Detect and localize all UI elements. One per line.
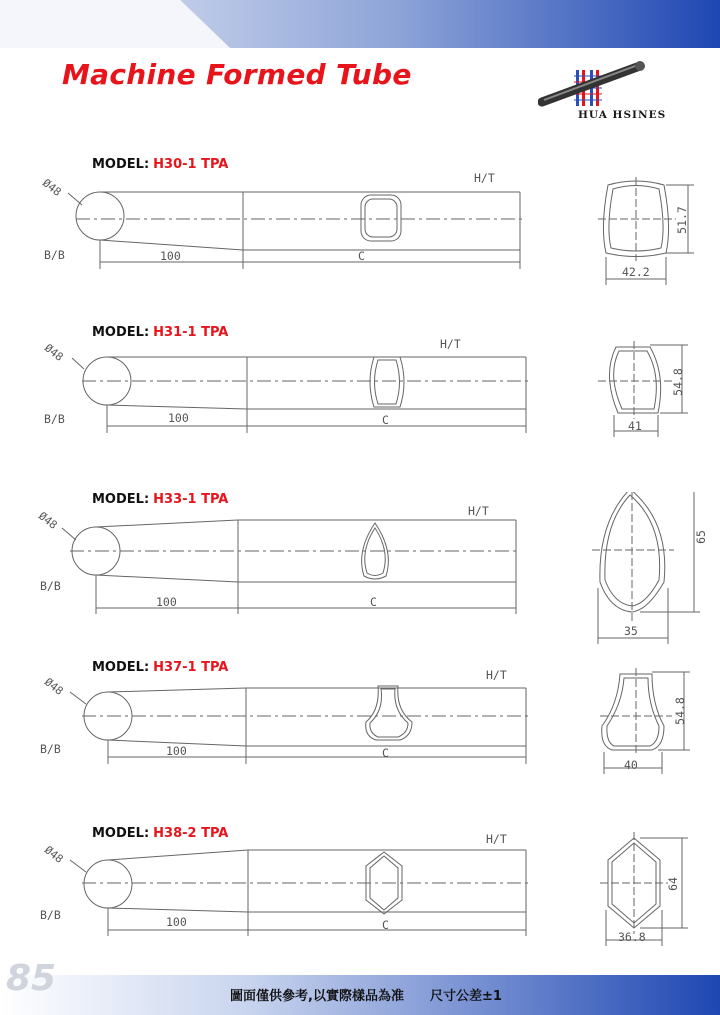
height-dim: 54.8 [670, 368, 685, 396]
bb-label: B/B [40, 742, 61, 756]
ht-label: H/T [474, 171, 495, 185]
length-a-label: 100 [168, 411, 189, 425]
ht-label: H/T [440, 337, 461, 351]
height-dim: 64 [665, 877, 680, 891]
section-h38-2 [0, 826, 720, 986]
ht-label: H/T [486, 668, 507, 682]
length-c-label: C [382, 918, 389, 932]
height-dim: 54.8 [672, 697, 687, 725]
ht-label: H/T [468, 504, 489, 518]
length-a-label: 100 [156, 595, 177, 609]
ht-label: H/T [486, 832, 507, 846]
model-code: H38-2 TPA [153, 826, 229, 841]
height-dim: 51.7 [674, 206, 689, 234]
model-code: H37-1 TPA [153, 660, 229, 675]
length-c-label: C [382, 746, 389, 760]
section-h33-1 [0, 492, 720, 652]
logo-text: HUA HSINES [578, 109, 667, 121]
tube-drawing [0, 660, 720, 820]
length-a-label: 100 [166, 915, 187, 929]
length-a-label: 100 [166, 744, 187, 758]
height-dim: 65 [693, 530, 708, 544]
length-c-label: C [370, 595, 377, 609]
model-title: MODEL: H33-1 TPA [92, 492, 229, 507]
width-dim: 40 [624, 758, 638, 772]
diameter-label: Ø48 [41, 843, 66, 866]
diameter-label: Ø48 [39, 176, 64, 199]
model-code: H33-1 TPA [153, 492, 229, 507]
bb-label: B/B [44, 248, 65, 262]
section-h30-1 [0, 157, 720, 317]
diameter-label: Ø48 [41, 675, 66, 698]
model-title: MODEL: H38-2 TPA [92, 826, 229, 841]
tube-drawing [0, 157, 720, 317]
diameter-label: Ø48 [35, 509, 60, 532]
width-dim: 35 [624, 624, 638, 638]
length-c-label: C [358, 249, 365, 263]
width-dim: 36.8 [618, 930, 646, 944]
bb-label: B/B [40, 579, 61, 593]
section-h31-1 [0, 325, 720, 485]
model-title: MODEL: H30-1 TPA [92, 157, 229, 172]
model-code: H31-1 TPA [153, 325, 229, 340]
width-dim: 41 [628, 419, 642, 433]
width-dim: 42.2 [622, 265, 650, 279]
diameter-label: Ø48 [41, 341, 66, 364]
section-h37-1 [0, 660, 720, 820]
tube-drawing [0, 325, 720, 485]
bb-label: B/B [40, 908, 61, 922]
model-code: H30-1 TPA [153, 157, 229, 172]
footer-note: 圖面僅供參考,以實際樣品為准 尺寸公差±1 [230, 989, 502, 1004]
header-banner [0, 0, 720, 48]
length-a-label: 100 [160, 249, 181, 263]
model-title: MODEL: H37-1 TPA [92, 660, 229, 675]
bb-label: B/B [44, 412, 65, 426]
page-number: 85 [6, 958, 57, 999]
tube-drawing [0, 492, 720, 662]
model-title: MODEL: H31-1 TPA [92, 325, 229, 340]
page-title: Machine Formed Tube [62, 58, 412, 91]
length-c-label: C [382, 413, 389, 427]
tube-drawing [0, 826, 720, 966]
